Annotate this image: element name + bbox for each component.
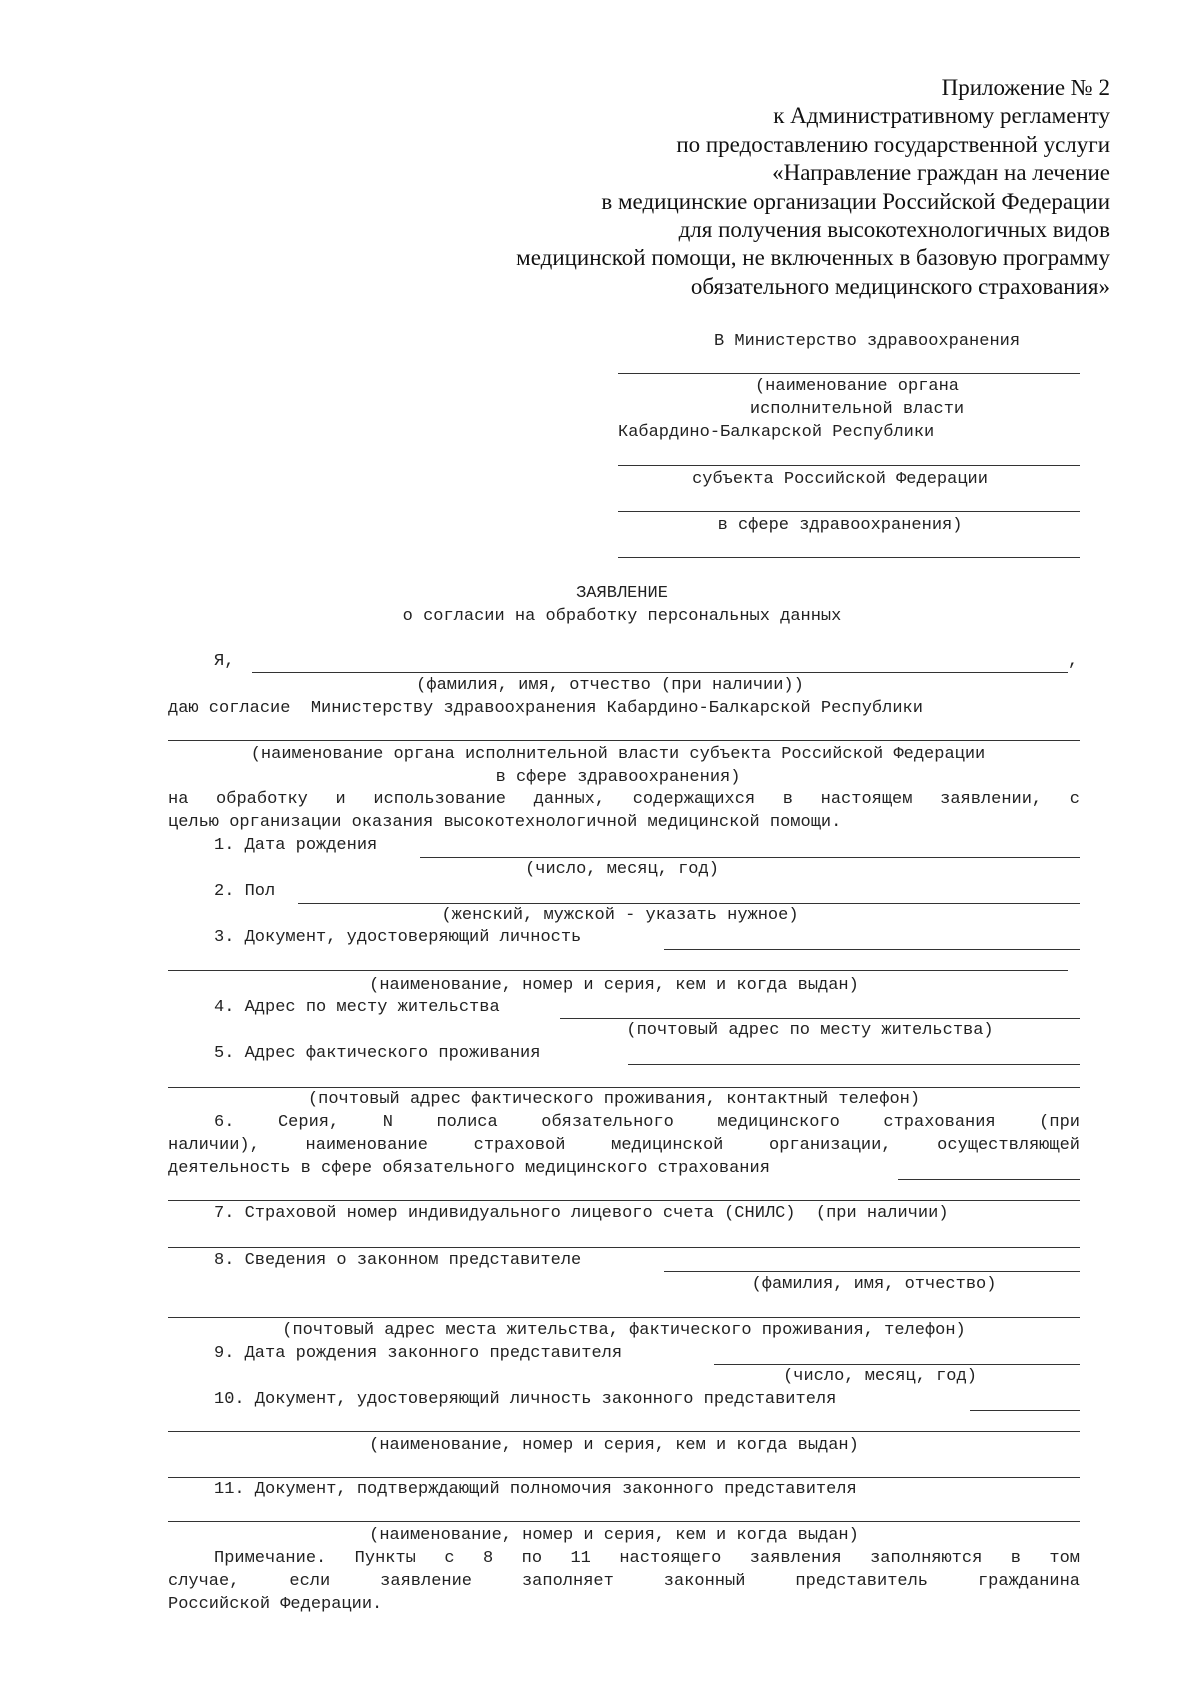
- i-prefix: Я,: [214, 652, 235, 671]
- organ-hint: в сфере здравоохранения): [495, 768, 741, 787]
- note-line: Российской Федерации.: [168, 1595, 383, 1614]
- item-2-hint: (женский, мужской - указать нужное): [441, 906, 799, 925]
- actual-address-field-2[interactable]: [168, 1087, 1080, 1088]
- addressee-field-4[interactable]: [618, 557, 1080, 558]
- item-11-hint: (наименование, номер и серия, кем и когда выдан): [369, 1526, 859, 1545]
- note-paragraph-2: [168, 1572, 1080, 1592]
- item-11-label: 11. Документ, подтверждающий полномочия законного представителя: [214, 1480, 857, 1499]
- item-5-hint: (почтовый адрес фактического проживания, контактный телефон): [307, 1090, 921, 1109]
- residence-address-field[interactable]: [560, 1018, 1080, 1019]
- addressee-hint: исполнительной власти: [749, 400, 965, 419]
- item-4-label: 4. Адрес по месту жительства: [214, 998, 500, 1017]
- item-1-hint: (число, месяц, год): [525, 860, 719, 879]
- item-8-hint: (фамилия, имя, отчество): [751, 1275, 997, 1294]
- insurance-policy-field[interactable]: [898, 1179, 1080, 1180]
- item-1-label: 1. Дата рождения: [214, 836, 378, 855]
- insurance-policy-field-2[interactable]: [168, 1200, 1080, 1201]
- representative-doc-field-3[interactable]: [168, 1477, 1080, 1478]
- fio-hint: (фамилия, имя, отчество (при наличии)): [416, 676, 804, 695]
- item-4-hint: (почтовый адрес по месту жительства): [626, 1021, 994, 1040]
- item-6-paragraph-2: [168, 1136, 1080, 1156]
- purpose-line: на обработку и использование данных, содержащихся в настоящем заявлении, с: [168, 790, 1080, 809]
- actual-address-field[interactable]: [628, 1064, 1080, 1065]
- item-6-line: 6. Серия, N полиса обязательного медицинского страхования (при: [214, 1113, 1080, 1132]
- note-paragraph: [214, 1549, 1080, 1569]
- appendix-line: обязательного медицинского страхования»: [690, 273, 1110, 299]
- item-8-label: 8. Сведения о законном представителе: [214, 1251, 582, 1270]
- organ-field[interactable]: [168, 740, 1080, 741]
- appendix-line: для получения высокотехнологичных видов: [678, 217, 1110, 243]
- purpose-line: целью организации оказания высокотехнологичной медицинской помощи.: [168, 813, 842, 832]
- appendix-line: в медицинские организации Российской Федерации: [601, 188, 1110, 214]
- representative-name-field[interactable]: [664, 1271, 1080, 1272]
- note-line: случае, если заявление заполняет законный представитель гражданина: [168, 1572, 1080, 1591]
- representative-doc-field-2[interactable]: [168, 1431, 1080, 1432]
- appendix-line: по предоставлению государственной услуги: [676, 131, 1110, 157]
- addressee-field-2[interactable]: [618, 465, 1080, 466]
- addressee-to: В Министерство здравоохранения: [714, 332, 1021, 351]
- representative-birth-date-field[interactable]: [714, 1364, 1080, 1365]
- identity-doc-field[interactable]: [664, 949, 1080, 950]
- addressee-field-3[interactable]: [618, 511, 1080, 512]
- item-8-hint: (почтовый адрес места жительства, фактического проживания, телефон): [282, 1321, 966, 1340]
- item-3-hint: (наименование, номер и серия, кем и когда выдан): [369, 976, 859, 995]
- appendix-line: медицинской помощи, не включенных в базовую программу: [516, 245, 1110, 271]
- i-suffix: ,: [1068, 652, 1079, 671]
- addressee-hint: субъекта Российской Федерации: [692, 470, 988, 489]
- item-5-label: 5. Адрес фактического проживания: [214, 1044, 541, 1063]
- appendix-line: к Административному регламенту: [773, 103, 1110, 129]
- identity-doc-field-2[interactable]: [168, 970, 1068, 971]
- gender-field[interactable]: [298, 903, 1080, 904]
- item-6-paragraph: [214, 1113, 1080, 1133]
- addressee-hint: в сфере здравоохранения): [717, 516, 963, 535]
- document-title: ЗАЯВЛЕНИЕ: [576, 584, 668, 603]
- birth-date-field[interactable]: [420, 857, 1080, 858]
- document-subtitle: о согласии на обработку персональных данных: [402, 607, 842, 626]
- addressee-field-1[interactable]: [618, 373, 1080, 374]
- consent-line: даю согласие Министерству здравоохранения Кабардино-Балкарской Республики: [168, 699, 923, 718]
- item-3-label: 3. Документ, удостоверяющий личность: [214, 928, 582, 947]
- appendix-line: Приложение № 2: [941, 75, 1110, 100]
- item-6-line: деятельность в сфере обязательного медицинского страхования: [168, 1159, 770, 1178]
- item-7-label: 7. Страховой номер индивидуального лицевого счета (СНИЛС) (при наличии): [214, 1204, 949, 1223]
- representative-doc-field[interactable]: [970, 1410, 1080, 1411]
- purpose-paragraph: [168, 790, 1080, 810]
- item-9-hint: (число, месяц, год): [783, 1367, 977, 1386]
- item-10-hint: (наименование, номер и серия, кем и когда выдан): [369, 1436, 859, 1455]
- item-10-label: 10. Документ, удостоверяющий личность законного представителя: [214, 1390, 837, 1409]
- item-6-line: наличии), наименование страховой медицинской организации, осуществляющей: [168, 1136, 1080, 1155]
- addressee-hint: (наименование органа: [754, 377, 960, 396]
- authority-doc-field[interactable]: [168, 1521, 1080, 1522]
- item-9-label: 9. Дата рождения законного представителя: [214, 1344, 623, 1363]
- appendix-line: «Направление граждан на лечение: [772, 160, 1110, 186]
- addressee-hint: Кабардино-Балкарской Республики: [618, 423, 935, 442]
- appendix-header: [310, 74, 1110, 301]
- snils-field[interactable]: [168, 1247, 1080, 1248]
- item-2-label: 2. Пол: [214, 882, 276, 901]
- fio-field[interactable]: [252, 672, 1068, 673]
- representative-address-field[interactable]: [168, 1317, 1080, 1318]
- note-line: Примечание. Пункты с 8 по 11 настоящего заявления заполняются в том: [214, 1549, 1080, 1568]
- organ-hint: (наименование органа исполнительной власти субъекта Российской Федерации: [250, 745, 986, 764]
